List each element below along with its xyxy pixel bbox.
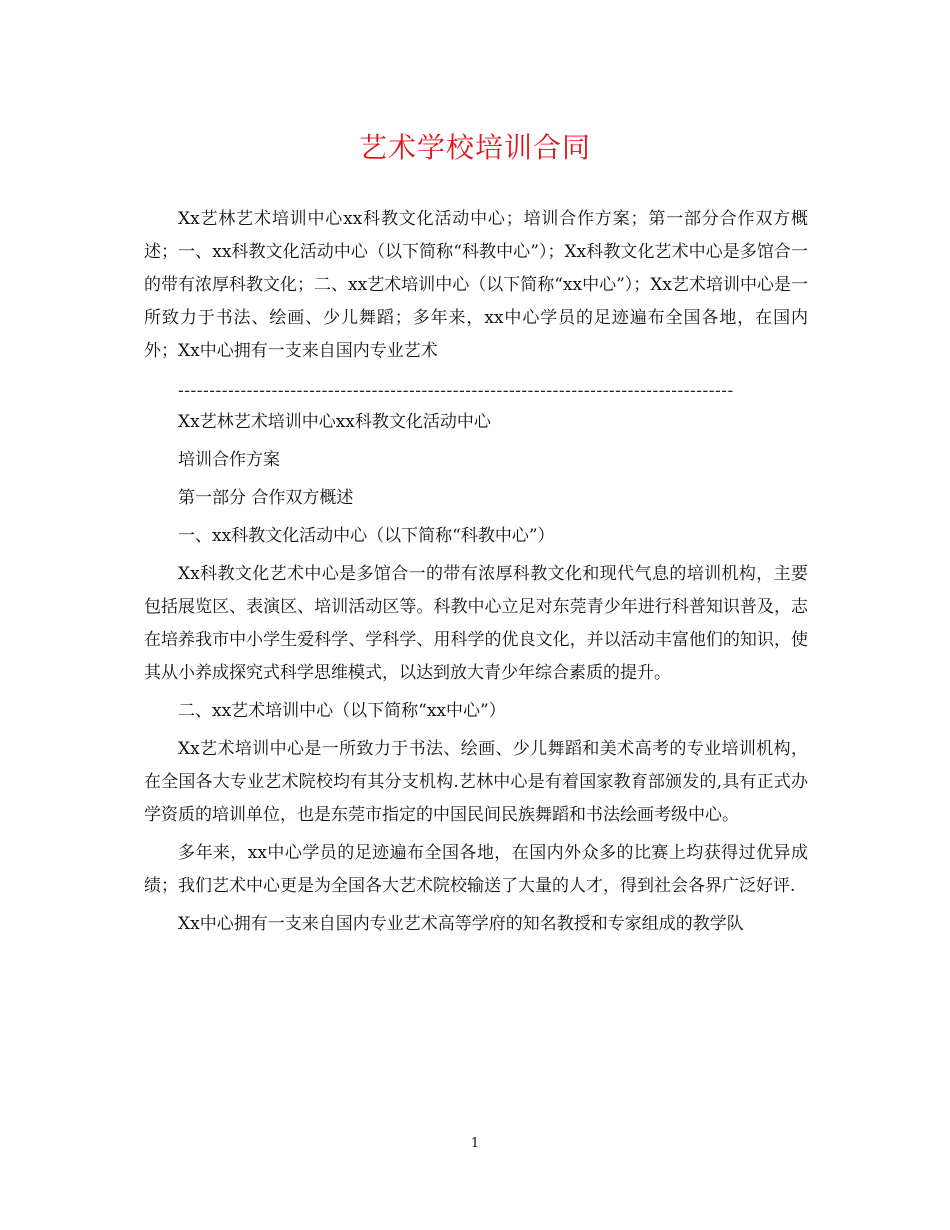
section-2-paragraph-b: 多年来，xx中心学员的足迹遍布全国各地，在国内外众多的比赛上均获得过优异成绩；我们艺术中心更是为全国各大艺术院校输送了大量的人才，得到社会各界广泛好评.: [144, 843, 808, 896]
heading-part1: 第一部分 合作双方概述: [178, 488, 354, 508]
section-1-paragraph: Xx科教文化艺术中心是多馆合一的带有浓厚科教文化和现代气息的培训机构，主要包括展览区、表演区、培训活动区等。科教中心立足对东莞青少年进行科普知识普及，志在培养我市中小学生爱科学、学科学、用科学的优良文化，并以活动丰富他们的知识，使其从小养成探究式科学思维模式，以达到放大青少年综合素质的提升。: [144, 564, 808, 683]
document-title: 艺术学校培训合同: [358, 131, 591, 164]
summary-paragraph: Xx艺林艺术培训中心xx科教文化活动中心；培训合作方案；第一部分合作双方概述；一、xx科教文化活动中心（以下简称“科教中心”）；Xx科教文化艺术中心是多馆合一的带有浓厚科教文化；二、xx艺术培训中心（以下简称“xx中心”）；Xx艺术培训中心是一所致力于书法、绘画、少儿舞蹈；多年来，xx中心学员的足迹遍布全国各地，在国内外；Xx中心拥有一支来自国内专业艺术: [144, 209, 808, 361]
heading-section-2: 二、xx艺术培训中心（以下简称“xx中心”）: [178, 701, 506, 721]
heading-section-1: 一、xx科教文化活动中心（以下简称“科教中心”）: [178, 526, 555, 546]
page-number: 1: [470, 1136, 480, 1151]
section-2-paragraph-c: Xx中心拥有一支来自国内专业艺术高等学府的知名教授和专家组成的教学队: [178, 914, 744, 934]
document-body: [144, 203, 808, 941]
separator-line: -----------------------------------------------------------------------------------------: [178, 381, 734, 401]
section-2-paragraph-a: Xx艺术培训中心是一所致力于书法、绘画、少儿舞蹈和美术高考的专业培训机构，在全国各大专业艺术院校均有其分支机构.艺林中心是有着国家教育部颁发的,具有正式办学资质的培训单位，也是东莞市指定的中国民间民族舞蹈和书法绘画考级中心。: [144, 739, 808, 825]
heading-org: Xx艺林艺术培训中心xx科教文化活动中心: [178, 412, 491, 432]
heading-plan: 培训合作方案: [178, 450, 280, 470]
